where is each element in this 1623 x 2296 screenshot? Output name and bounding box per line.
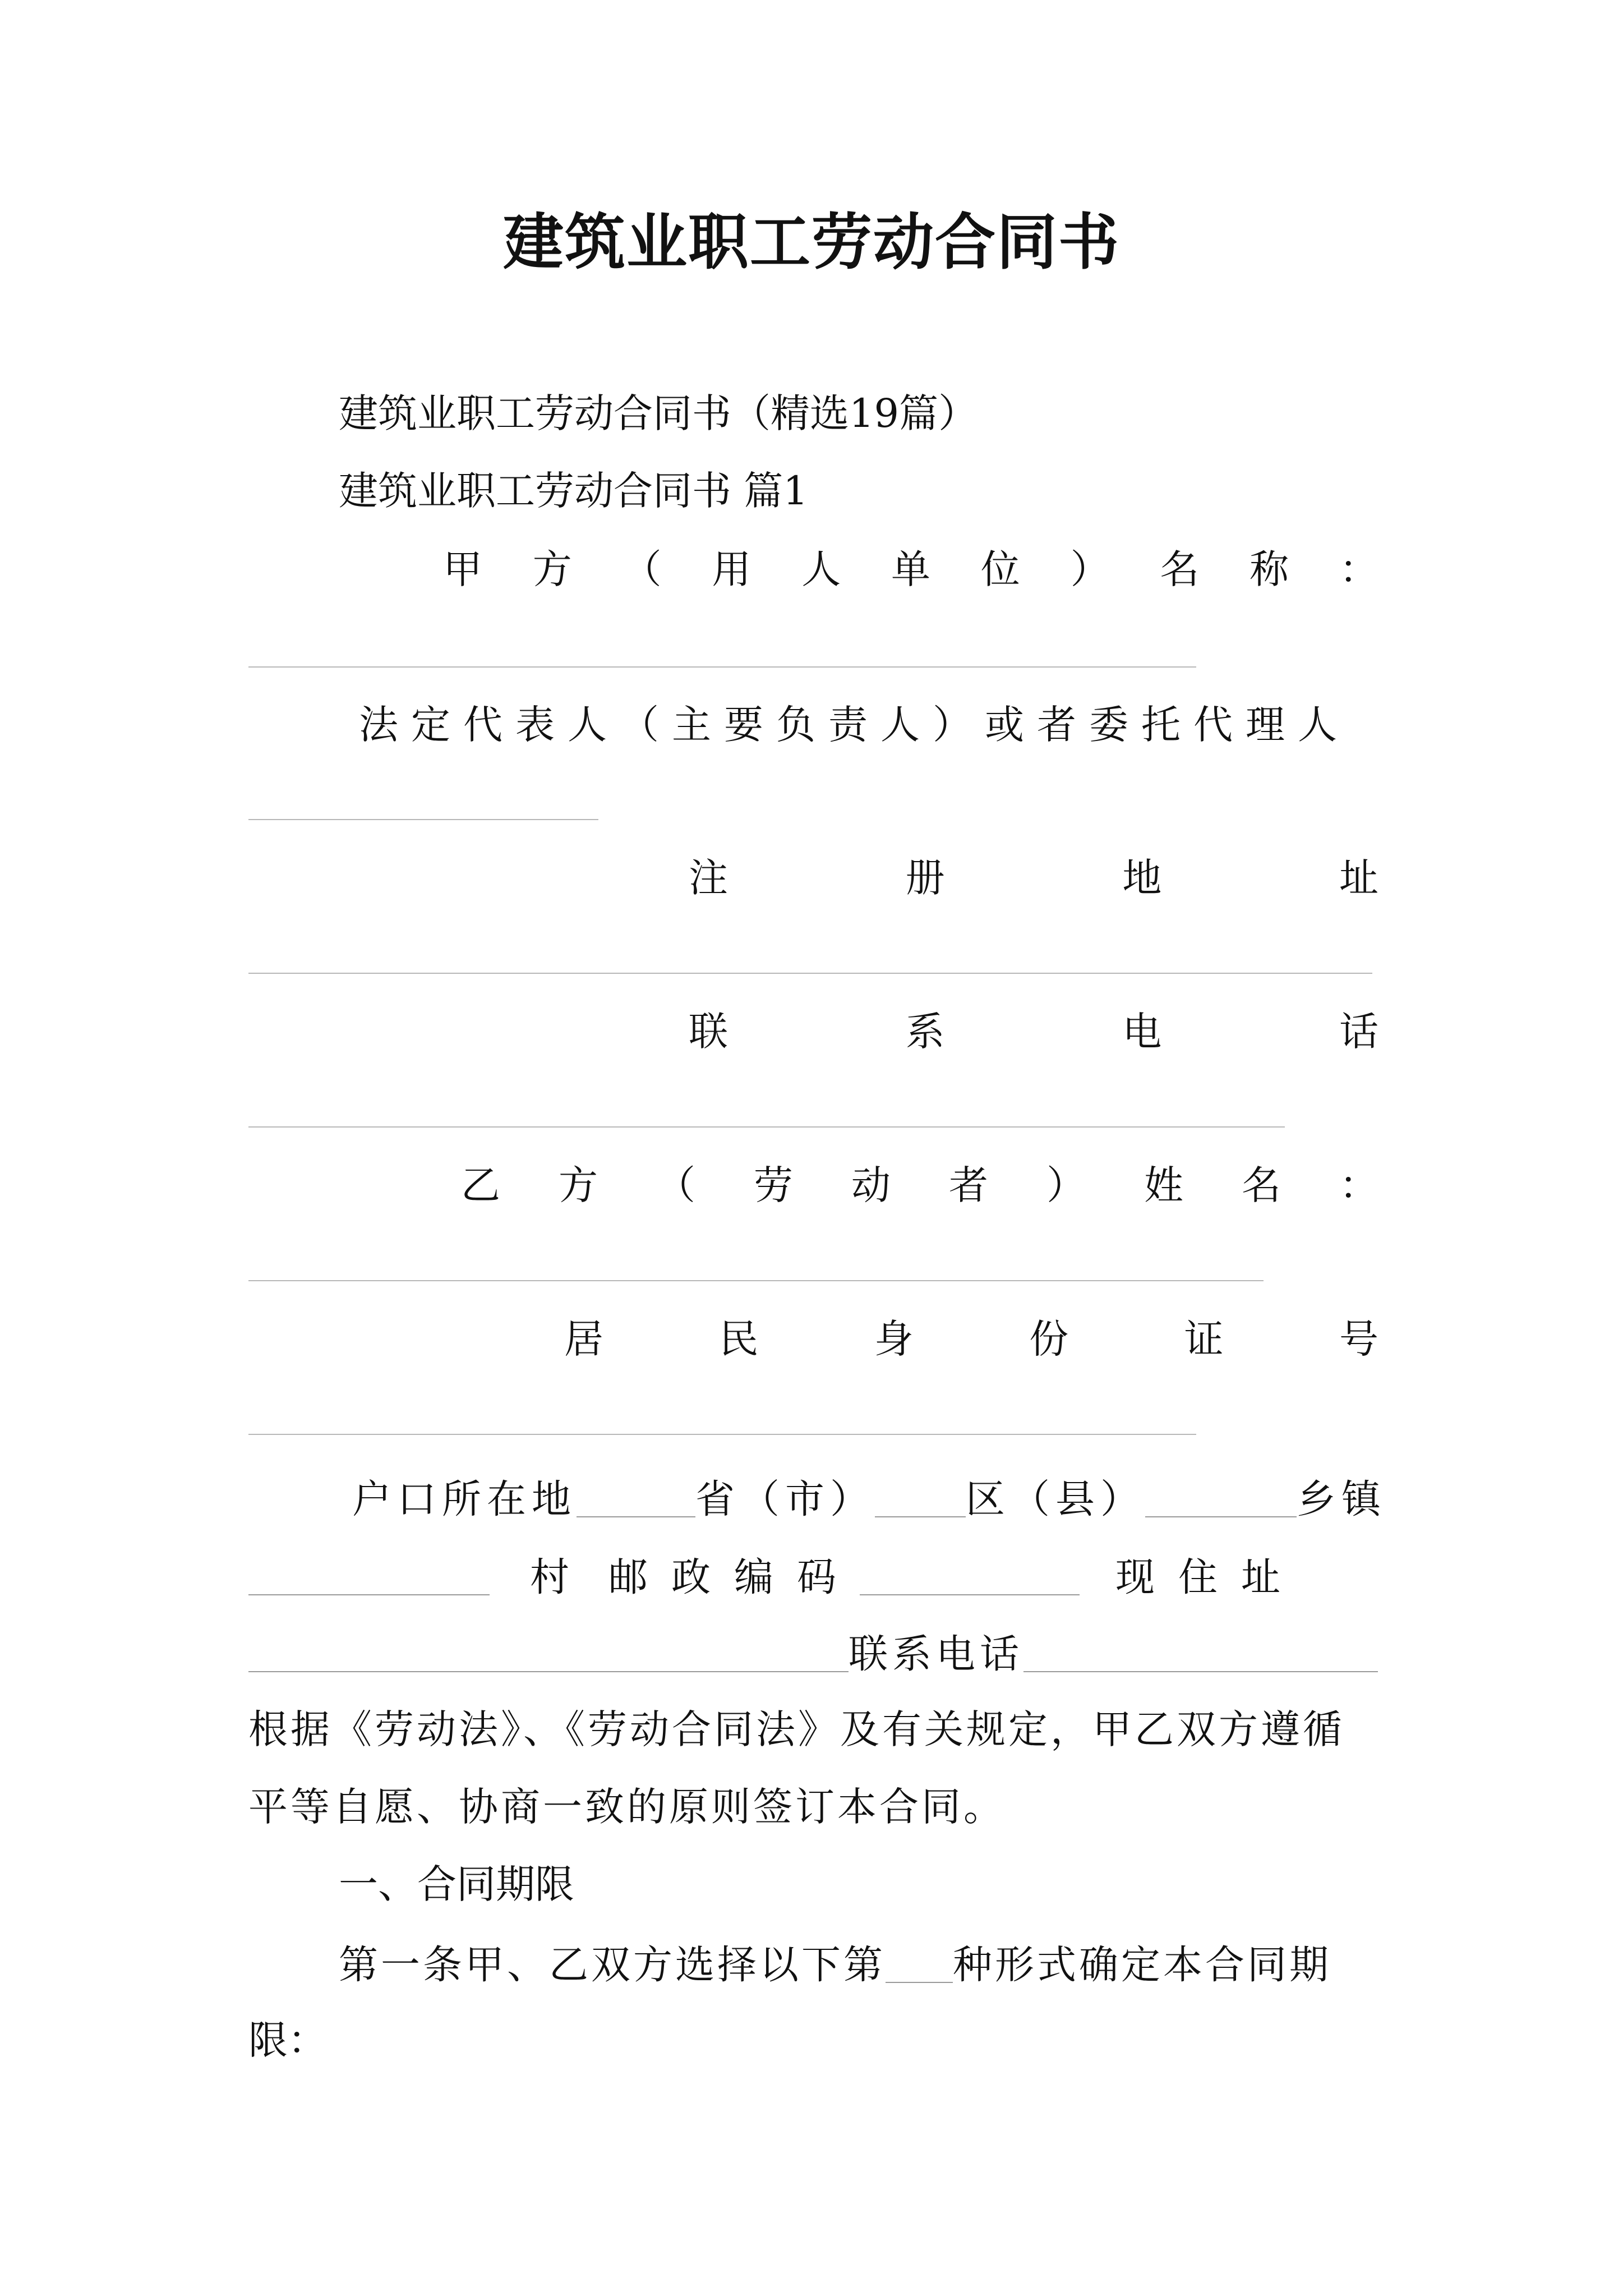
party-b-phone-line: 联系电话 xyxy=(248,1632,1378,1674)
village-line: 村 邮政编码 现住址 xyxy=(248,1555,1304,1597)
article-1-line-2: 限： xyxy=(248,2017,327,2063)
basis-paragraph-line-2: 平等自愿、协商一致的原则签订本合同。 xyxy=(248,1784,1006,1830)
registered-address-label: 注 册 地 址 xyxy=(689,855,1378,901)
party-a-phone-blank xyxy=(248,1126,1285,1128)
id-number-label: 居 民 身 份 证 号 xyxy=(564,1316,1378,1362)
party-b-name-blank xyxy=(248,1280,1264,1281)
party-a-name-label: 甲 方 （ 用 人 单 位 ） 名 称 ： xyxy=(443,546,1378,592)
party-b-name-label: 乙 方 （ 劳 动 者 ） 姓 名 ： xyxy=(461,1162,1378,1208)
document-subtitle: 建筑业职工劳动合同书（精选19篇） xyxy=(339,390,978,436)
registered-address-blank xyxy=(248,973,1372,974)
hukou-line: 户口所在地 省（市） 区（县） 乡镇 xyxy=(352,1476,1386,1522)
document-title: 建筑业职工劳动合同书 xyxy=(502,207,1120,278)
section-heading: 建筑业职工劳动合同书 篇1 xyxy=(339,468,808,514)
party-a-phone-label: 联 系 电 话 xyxy=(689,1009,1378,1055)
party-a-representative-blank xyxy=(248,819,598,820)
basis-paragraph-line-1: 根据《劳动法》、《劳动合同法》及有关规定，甲乙双方遵循 xyxy=(248,1706,1345,1752)
id-number-blank xyxy=(248,1434,1196,1435)
article-1-line-1: 第一条甲、乙双方选择以下第 种形式确定本合同期 xyxy=(339,1941,1331,1988)
party-a-name-blank xyxy=(248,666,1196,668)
chapter-heading: 一、合同期限 xyxy=(339,1861,574,1907)
party-a-representative-label: 法定代表人（主要负责人）或者委托代理人 xyxy=(359,702,1350,748)
